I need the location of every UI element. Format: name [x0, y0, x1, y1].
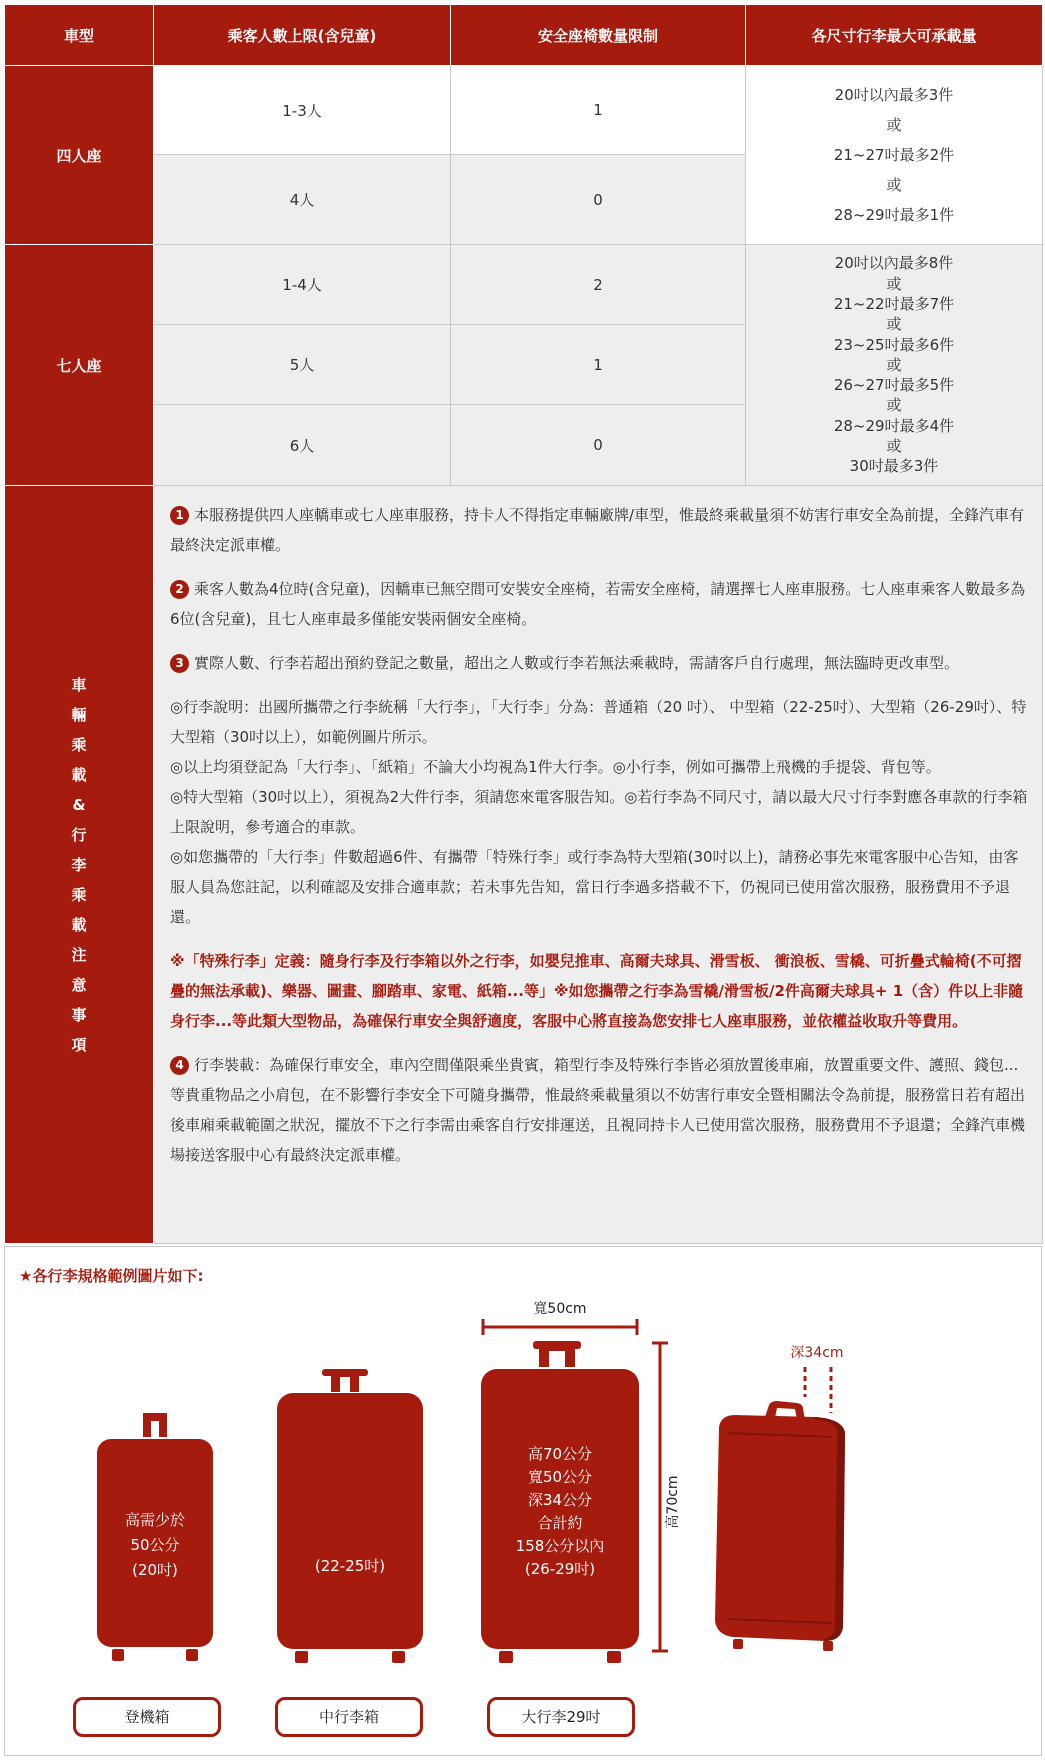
carry-on-text — [125, 1511, 185, 1579]
note-4 — [170, 1050, 1030, 1170]
seven-seat-luggage — [746, 245, 1043, 486]
notes-content — [154, 486, 1043, 1244]
table-header-row — [5, 5, 1043, 66]
notes-label — [5, 486, 154, 1244]
note-2-text: 乘客人數為4位時(含兒童)，因轎車已無空間可安裝安全座椅，若需安全座椅，請選擇七人座車服務。七人座車乘客人數最多為6位(含兒童)，且七人座車最多僅能安裝兩個安全座椅。 — [170, 580, 1026, 628]
luggage-note-1: ◎行李說明：出國所攜帶之行李統稱「大行李」，「大行李」分為：普通箱（20 吋）、 中型箱（22-25吋）、大型箱（26-29吋）、特大型箱（30吋以上），如範例圖片所示。 — [170, 698, 1027, 746]
carry-on-line: 50公分 — [130, 1536, 180, 1554]
notes-label-char: 乘 — [71, 885, 87, 904]
note-1-text: 本服務提供四人座轎車或七人座車服務，持卡人不得指定車輛廠牌/車型，惟最終乘載量須不妨害行車安全為前提，全鋒汽車有最終決定派車權。 — [170, 506, 1025, 554]
luggage-line: 28~29吋最多1件 — [833, 206, 955, 224]
luggage-examples-title: ★各行李規格範例圖片如下: — [19, 1267, 204, 1285]
carry-on-label: 登機箱 — [73, 1697, 221, 1737]
luggage-line: 28~29吋最多4件 — [833, 416, 955, 435]
notes-label-char: 乘 — [71, 735, 87, 754]
luggage-line: 20吋以內最多3件 — [834, 86, 954, 104]
luggage-line: 或 — [886, 176, 902, 194]
header-passenger-limit: 乘客人數上限(含兒童) — [154, 5, 451, 66]
passenger-cell: 1-3人 — [154, 66, 451, 155]
large-line: 158公分以內 — [515, 1537, 605, 1555]
width-dimension-line — [483, 1319, 637, 1335]
large-line: 深34公分 — [527, 1491, 593, 1509]
notes-label-char: 行 — [71, 825, 87, 844]
notes-label-char: 項 — [71, 1035, 87, 1054]
seven-seat-label: 七人座 — [5, 245, 154, 486]
special-luggage-note: ※「特殊行李」定義：隨身行李及行李箱以外之行李，如嬰兒推車、高爾夫球具、滑雪板、 衝浪板、雪橇、可折疊式輪椅(不可摺疊的無法承載)、樂器、圖畫、腳踏車、家電、紙箱...等」※如您攜帶之行李為雪橇/滑雪板/2件高爾夫球具+ 1（含）件以上非隨身行李...等此類大型物品，為確保行車安全與舒適度，客服中心將直接為您安排七人座車服務，並依權益收取升等費用。 — [170, 952, 1024, 1030]
notes-label-char: 李 — [71, 855, 87, 874]
luggage-note-2: ◎以上均須登記為「大行李」、「紙箱」不論大小均視為1件大行李。◎小行李，例如可攜帶上飛機的手提袋、背包等。 — [170, 758, 941, 776]
large-line: 寬50公分 — [527, 1468, 593, 1486]
number-1-icon: 1 — [170, 506, 189, 525]
medium-suitcase-label: 中行李箱 — [275, 1697, 423, 1737]
luggage-line: 20吋以內最多8件 — [834, 254, 954, 273]
number-3-icon: 3 — [170, 654, 189, 673]
passenger-cell: 4人 — [154, 155, 451, 245]
depth-dimension-label: 深34cm — [790, 1345, 844, 1361]
luggage-note-4: ◎如您攜帶的「大行李」件數超過6件、有攜帶「特殊行李」或行李為特大型箱(30吋以上)，請務必事先來電客服中心告知，由客服人員為您註記，以利確認及安排合適車款；若未事先告知，當日行李過多搭載不下，仍視同已使用當次服務，服務費用不予退還。 — [170, 848, 1019, 926]
luggage-line: 30吋最多3件 — [849, 457, 939, 476]
depth-dimension-line — [805, 1367, 831, 1413]
medium-line: (22-25吋) — [314, 1557, 386, 1575]
passenger-cell: 6人 — [154, 405, 451, 486]
seat-cell: 1 — [451, 325, 746, 405]
luggage-line: 或 — [886, 116, 902, 134]
luggage-line: 26~27吋最多5件 — [833, 376, 955, 395]
hard-suitcase-icon — [715, 1401, 845, 1651]
notes-label-char: & — [72, 795, 86, 814]
vehicle-spec-table — [4, 4, 1043, 1244]
notes-label-char: 車 — [71, 675, 87, 694]
large-line: 合計約 — [537, 1514, 583, 1532]
notes-row — [5, 486, 1043, 1244]
table-row — [5, 66, 1043, 155]
luggage-illustrations — [5, 1247, 1041, 1755]
large-line: 高70公分 — [527, 1445, 593, 1463]
notes-label-char: 輛 — [71, 705, 87, 724]
notes-label-char: 載 — [71, 765, 87, 784]
note-3 — [170, 648, 1030, 678]
header-luggage-capacity: 各尺寸行李最大可承載量 — [746, 5, 1043, 66]
header-safety-seat-limit: 安全座椅數量限制 — [451, 5, 746, 66]
large-line: (26-29吋) — [524, 1560, 596, 1578]
large-suitcase-label: 大行李29吋 — [487, 1697, 635, 1737]
carry-on-line: 高需少於 — [124, 1511, 186, 1529]
note-2 — [170, 574, 1030, 634]
luggage-line: 23~25吋最多6件 — [833, 335, 955, 354]
luggage-line: 或 — [886, 437, 902, 456]
seat-cell: 2 — [451, 245, 746, 325]
seat-cell: 1 — [451, 66, 746, 155]
carry-on-line: (20吋) — [132, 1561, 178, 1579]
luggage-examples — [4, 1246, 1042, 1756]
height-dimension-label: 高70cm — [665, 1475, 681, 1529]
luggage-line: 21~22吋最多7件 — [833, 294, 955, 313]
luggage-line: 21~27吋最多2件 — [833, 146, 955, 164]
table-row — [5, 245, 1043, 325]
note-4-text: 行李裝載：為確保行車安全，車內空間僅限乘坐貴賓，箱型行李及特殊行李皆必須放置後車廂，放置重要文件、護照、錢包...等貴重物品之小肩包，在不影響行李安全下可隨身攜帶，惟最終乘載量須以不妨害行車安全暨相關法令為前提，服務當日若有超出後車廂乘載範圍之狀況，擺放不下之行李需由乘客自行安排運送，且視同持卡人已使用當次服務，服務費用不予退還；全鋒汽車機場接送客服中心有最終決定派車權。 — [170, 1056, 1026, 1164]
luggage-line: 或 — [886, 274, 902, 293]
notes-label-char: 事 — [71, 1005, 87, 1024]
four-seat-label: 四人座 — [5, 66, 154, 245]
seat-cell: 0 — [451, 155, 746, 245]
number-4-icon: 4 — [170, 1056, 189, 1075]
luggage-line: 或 — [886, 315, 902, 334]
notes-label-char: 注 — [71, 945, 87, 964]
note-3-text: 實際人數、行李若超出預約登記之數量，超出之人數或行李若無法乘載時，需請客戶自行處理，無法臨時更改車型。 — [194, 654, 960, 672]
note-1 — [170, 500, 1030, 560]
luggage-note-3: ◎特大型箱（30吋以上），須視為2大件行李，須請您來電客服告知。◎若行李為不同尺寸，請以最大尺寸行李對應各車款的行李箱上限說明，參考適合的車款。 — [170, 788, 1028, 836]
four-seat-luggage — [746, 66, 1043, 245]
number-2-icon: 2 — [170, 580, 189, 599]
passenger-cell: 1-4人 — [154, 245, 451, 325]
seat-cell: 0 — [451, 405, 746, 486]
header-vehicle-type: 車型 — [5, 5, 154, 66]
luggage-line: 或 — [886, 396, 902, 415]
notes-label-char: 載 — [71, 915, 87, 934]
width-dimension-label: 寬50cm — [533, 1301, 587, 1317]
medium-suitcase-icon — [277, 1369, 423, 1663]
luggage-line: 或 — [886, 355, 902, 374]
notes-label-char: 意 — [71, 975, 87, 994]
passenger-cell: 5人 — [154, 325, 451, 405]
